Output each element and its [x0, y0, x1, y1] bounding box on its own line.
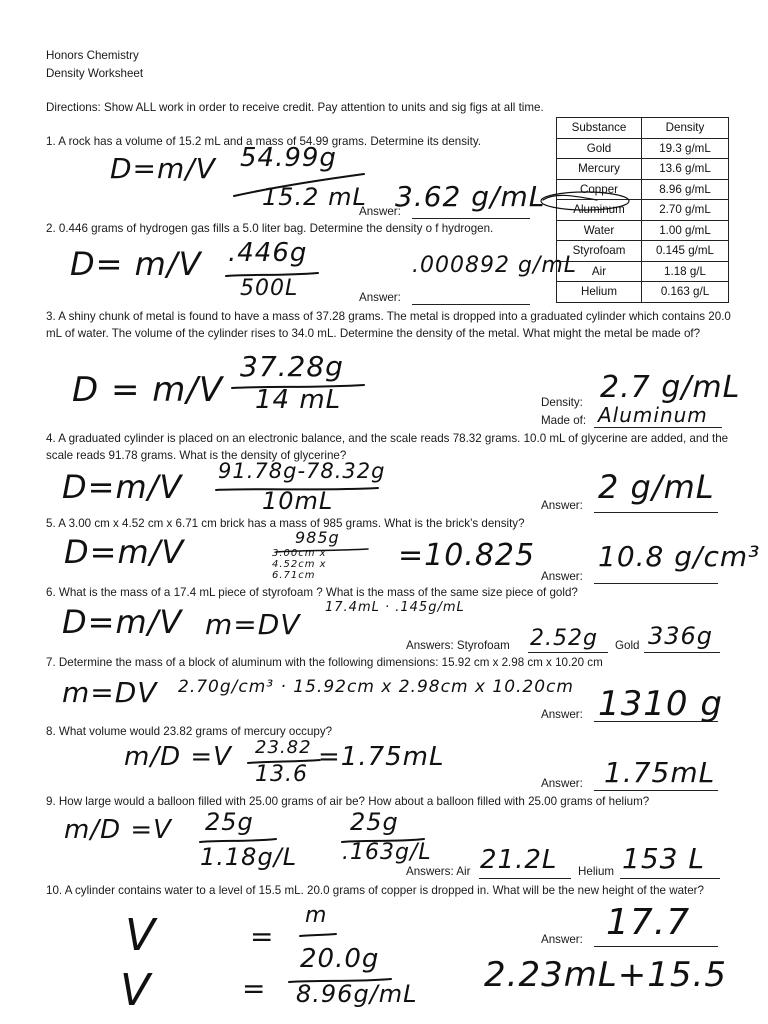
q3-work-numerator: 37.28g — [240, 350, 344, 383]
q5-work-denominator: 3.00cm x 4.52cm x 6.71cm — [272, 548, 327, 581]
q1-answer-label: Answer: — [359, 205, 401, 218]
q1-answer-line — [412, 218, 530, 219]
q10-v-2: V — [120, 965, 152, 1016]
q9-den-helium: .163g/L — [342, 840, 432, 865]
q3-density-answer: 2.7 g/mL — [600, 370, 741, 405]
q7-work: 2.70g/cm³ · 15.92cm x 2.98cm x 10.20cm — [178, 677, 574, 697]
table-row — [557, 159, 729, 180]
q10-work-sum: 2.23mL+15.5 — [484, 955, 727, 995]
substance-cell: Helium — [557, 282, 642, 303]
density-cell: 0.163 g/L — [642, 282, 729, 303]
q8-work-denominator: 13.6 — [255, 762, 308, 787]
q6-gold-label: Gold — [615, 639, 640, 652]
question-3-text: 3. A shiny chunk of metal is found to have a mass of 37.28 grams. The metal is dropped into a graduated cylinder which contains 20.0 mL of water. The volume of the cylinder rises to 34.0 mL. Determine the density of the metal. What might the metal be made of? — [46, 310, 731, 340]
question-9-text: 9. How large would a balloon filled with 25.00 grams of air be? How about a balloon filled with 25.00 grams of helium? — [46, 795, 650, 808]
q5-answer: 10.8 g/cm³ — [598, 540, 761, 573]
q3-made-of-label: Made of: — [541, 414, 587, 427]
q9-answers-label: Answers: Air — [406, 865, 471, 878]
q3-density-label: Density: — [541, 396, 583, 409]
q10-work-denominator: 8.96g/mL — [296, 980, 418, 1008]
q9-num-air: 25g — [205, 808, 254, 836]
density-cell: 1.00 g/mL — [642, 220, 729, 241]
circle-annotation — [535, 178, 635, 228]
density-cell: 13.6 g/mL — [642, 159, 729, 180]
table-header-substance: Substance — [557, 118, 642, 139]
table-header-row — [557, 118, 729, 139]
question-6-text: 6. What is the mass of a 17.4 mL piece of styrofoam ? What is the mass of the same size piece of gold? — [46, 586, 578, 599]
q2-answer: .000892 g/mL — [412, 253, 578, 278]
q9-air-answer: 21.2L — [480, 845, 558, 875]
q10-answer-label: Answer: — [541, 933, 583, 946]
q10-answer-line — [594, 946, 718, 947]
q9-den-air: 1.18g/L — [200, 843, 298, 871]
q4-work-denominator: 10mL — [262, 487, 334, 515]
q1-formula: D=m/V — [110, 152, 216, 185]
q6-work: 17.4mL · .145g/mL — [325, 600, 465, 615]
q2-work-denominator: 500L — [240, 276, 299, 301]
q3-made-of-line — [594, 427, 722, 428]
density-cell: 2.70 g/mL — [642, 200, 729, 221]
q6-styrofoam-answer: 2.52g — [530, 626, 598, 651]
q1-work-numerator: 54.99g — [240, 143, 337, 173]
q8-work-numerator: 23.82 — [255, 737, 312, 758]
q3-formula: D = m/V — [72, 370, 224, 410]
density-cell: 1.18 g/L — [642, 261, 729, 282]
q4-answer-line — [594, 512, 718, 513]
q9-helium-line — [620, 878, 720, 879]
table-row — [557, 241, 729, 262]
question-8-text: 8. What volume would 23.82 grams of mercury occupy? — [46, 725, 333, 738]
q5-answer-label: Answer: — [541, 570, 583, 583]
q1-work-denominator: 15.2 mL — [262, 183, 367, 211]
q10-fraction-bar-1 — [296, 930, 340, 940]
q2-answer-label: Answer: — [359, 291, 401, 304]
q4-formula: D=m/V — [62, 468, 183, 506]
q1-answer: 3.62 g/mL — [395, 180, 546, 213]
q5-work-numerator: 985g — [295, 528, 340, 547]
q4-work-numerator: 91.78g-78.32g — [218, 459, 386, 483]
q8-formula: m/D =V — [124, 742, 232, 772]
density-cell: 19.3 g/mL — [642, 138, 729, 159]
substance-cell: Air — [557, 261, 642, 282]
q5-result: =10.825 — [398, 538, 536, 573]
substance-cell: Mercury — [557, 159, 642, 180]
table-row — [557, 261, 729, 282]
substance-cell: Aluminum — [557, 200, 642, 221]
table-row — [557, 138, 729, 159]
q6-formula: D=m/V — [62, 603, 183, 641]
q10-equals-1: = — [250, 920, 275, 953]
q6-styrofoam-line — [528, 652, 608, 653]
q9-num-helium: 25g — [350, 808, 399, 836]
q5-answer-line — [594, 583, 718, 584]
q4-answer: 2 g/mL — [598, 468, 715, 506]
density-cell: 8.96 g/mL — [642, 179, 729, 200]
q3-made-of-answer: Aluminum — [598, 403, 708, 427]
q8-answer-label: Answer: — [541, 777, 583, 790]
q8-result: =1.75mL — [318, 742, 445, 772]
q10-v-1: V — [125, 910, 157, 961]
substance-cell: Water — [557, 220, 642, 241]
q8-answer: 1.75mL — [604, 756, 716, 789]
q2-answer-line — [412, 304, 530, 305]
q10-answer: 17.7 — [606, 902, 691, 943]
table-row — [557, 282, 729, 303]
q4-answer-label: Answer: — [541, 499, 583, 512]
q9-formula: m/D =V — [64, 815, 172, 845]
q5-formula: D=m/V — [64, 533, 185, 571]
q10-equals-2: = — [242, 972, 267, 1005]
q10-m: m — [305, 903, 328, 928]
q9-helium-answer: 153 L — [622, 842, 705, 875]
question-1-text: 1. A rock has a volume of 15.2 mL and a mass of 54.99 grams. Determine its density. — [46, 135, 481, 148]
q6-gold-line — [644, 652, 720, 653]
density-cell: 0.145 g/mL — [642, 241, 729, 262]
substance-cell: Styrofoam — [557, 241, 642, 262]
worksheet-title: Density Worksheet — [46, 67, 144, 80]
q8-answer-line — [594, 790, 718, 791]
question-10-text: 10. A cylinder contains water to a level of 15.5 mL. 20.0 grams of copper is dropped in. What will be the new height of the water? — [46, 884, 704, 897]
directions-text: Directions: Show ALL work in order to receive credit. Pay attention to units and sig figs at all time. — [46, 101, 544, 114]
q10-work-numerator: 20.0g — [300, 944, 380, 974]
q6-gold-answer: 336g — [648, 622, 714, 650]
q2-work-numerator: .446g — [228, 238, 308, 268]
q9-helium-label: Helium — [578, 865, 615, 878]
question-5-text: 5. A 3.00 cm x 4.52 cm x 6.71 cm brick has a mass of 985 grams. What is the brick’s density? — [46, 517, 525, 530]
q7-answer-label: Answer: — [541, 708, 583, 721]
q7-answer: 1310 g — [598, 684, 723, 724]
q6-answers-label: Answers: Styrofoam — [406, 639, 510, 652]
question-7-text: 7. Determine the mass of a block of aluminum with the following dimensions: 15.92 cm x 2.98 cm x 10.20 cm — [46, 656, 603, 669]
substance-cell: Copper — [557, 179, 642, 200]
q3-work-denominator: 14 mL — [255, 385, 342, 415]
question-4-text: 4. A graduated cylinder is placed on an electronic balance, and the scale reads 78.32 grams. 10.0 mL of glycerine are added, and the scale reads 91.78 grams. What is the density of glycerine? — [46, 432, 729, 462]
q2-formula: D= m/V — [70, 245, 202, 283]
question-2-text: 2. 0.446 grams of hydrogen gas fills a 5.0 liter bag. Determine the density o f hydrogen. — [46, 222, 494, 235]
q6-formula-2: m=DV — [205, 608, 301, 641]
q7-formula: m=DV — [62, 676, 158, 709]
table-header-density: Density — [642, 118, 729, 139]
course-name: Honors Chemistry — [46, 49, 139, 62]
q9-air-line — [479, 878, 571, 879]
substance-cell: Gold — [557, 138, 642, 159]
